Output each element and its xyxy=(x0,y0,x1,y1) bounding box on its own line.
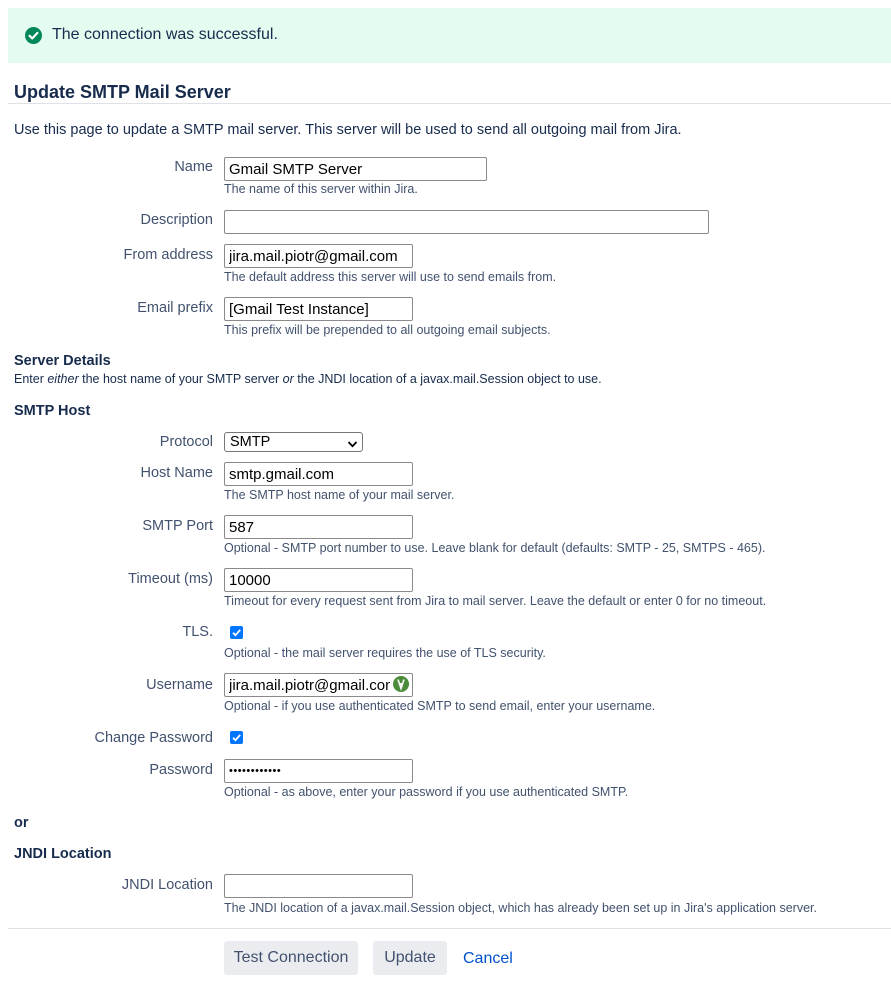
timeout-label: Timeout (ms) xyxy=(128,571,213,587)
protocol-value: SMTP xyxy=(230,434,271,450)
name-help: The name of this server within Jira. xyxy=(224,182,418,196)
jndi-heading: JNDI Location xyxy=(14,846,112,862)
tls-help: Optional - the mail server requires the use of TLS security. xyxy=(224,646,546,660)
username-input[interactable] xyxy=(224,673,413,697)
update-button[interactable]: Update xyxy=(373,941,447,975)
smtp-port-help: Optional - SMTP port number to use. Leave blank for default (defaults: SMTP - 25, SMTPS - 465). xyxy=(224,541,766,555)
name-input[interactable] xyxy=(224,157,487,181)
email-prefix-help: This prefix will be prepended to all outgoing email subjects. xyxy=(224,323,551,337)
change-password-checkbox[interactable] xyxy=(230,731,243,744)
check-circle-icon xyxy=(25,27,42,44)
smtp-host-heading: SMTP Host xyxy=(14,403,91,419)
from-address-help: The default address this server will use to send emails from. xyxy=(224,270,557,284)
host-name-help: The SMTP host name of your mail server. xyxy=(224,488,455,502)
smtp-port-input[interactable] xyxy=(224,515,413,539)
or-label: or xyxy=(14,815,29,831)
page-title: Update SMTP Mail Server xyxy=(14,82,231,102)
password-input[interactable] xyxy=(224,759,413,783)
success-banner xyxy=(8,8,891,63)
timeout-input[interactable] xyxy=(224,568,413,592)
username-help: Optional - if you use authenticated SMTP to send email, enter your username. xyxy=(224,699,656,713)
email-prefix-label: Email prefix xyxy=(137,300,213,316)
tls-checkbox[interactable] xyxy=(230,626,243,639)
username-label: Username xyxy=(146,677,213,693)
smtp-port-label: SMTP Port xyxy=(142,518,213,534)
cancel-link[interactable]: Cancel xyxy=(463,950,513,967)
password-label: Password xyxy=(149,762,213,778)
jndi-location-label: JNDI Location xyxy=(121,877,213,893)
password-manager-icon[interactable] xyxy=(393,676,409,692)
from-address-label: From address xyxy=(123,247,213,263)
description-input[interactable] xyxy=(224,210,709,234)
password-help: Optional - as above, enter your password if you use authenticated SMTP. xyxy=(224,785,629,799)
protocol-select[interactable] xyxy=(224,432,363,452)
sub-or: or xyxy=(282,372,294,386)
sub-either: either xyxy=(47,372,79,386)
sub-after: the JNDI location of a javax.mail.Session object to use. xyxy=(293,372,602,386)
sub-middle: the host name of your SMTP server xyxy=(78,372,283,386)
server-details-heading: Server Details xyxy=(14,353,111,369)
timeout-help: Timeout for every request sent from Jira to mail server. Leave the default or enter 0 for no timeout. xyxy=(224,594,767,608)
change-password-label: Change Password xyxy=(94,730,213,746)
footer-divider xyxy=(8,928,891,929)
title-divider xyxy=(8,103,891,104)
host-name-label: Host Name xyxy=(140,465,213,481)
protocol-label: Protocol xyxy=(159,434,213,450)
tls-label: TLS. xyxy=(182,624,213,640)
page-intro: Use this page to update a SMTP mail server. This server will be used to send all outgoing mail from Jira. xyxy=(14,122,682,138)
from-address-input[interactable] xyxy=(224,244,413,268)
chevron-down-icon xyxy=(347,437,358,453)
name-label: Name xyxy=(174,159,213,175)
description-label: Description xyxy=(140,212,213,228)
server-details-description xyxy=(14,372,602,386)
email-prefix-input[interactable] xyxy=(224,297,413,321)
jndi-location-input[interactable] xyxy=(224,874,413,898)
host-name-input[interactable] xyxy=(224,462,413,486)
banner-message: The connection was successful. xyxy=(52,26,278,43)
jndi-location-help: The JNDI location of a javax.mail.Session object, which has already been set up in Jira's application server. xyxy=(224,901,817,915)
test-connection-button[interactable]: Test Connection xyxy=(224,941,358,975)
sub-before: Enter xyxy=(14,372,48,386)
